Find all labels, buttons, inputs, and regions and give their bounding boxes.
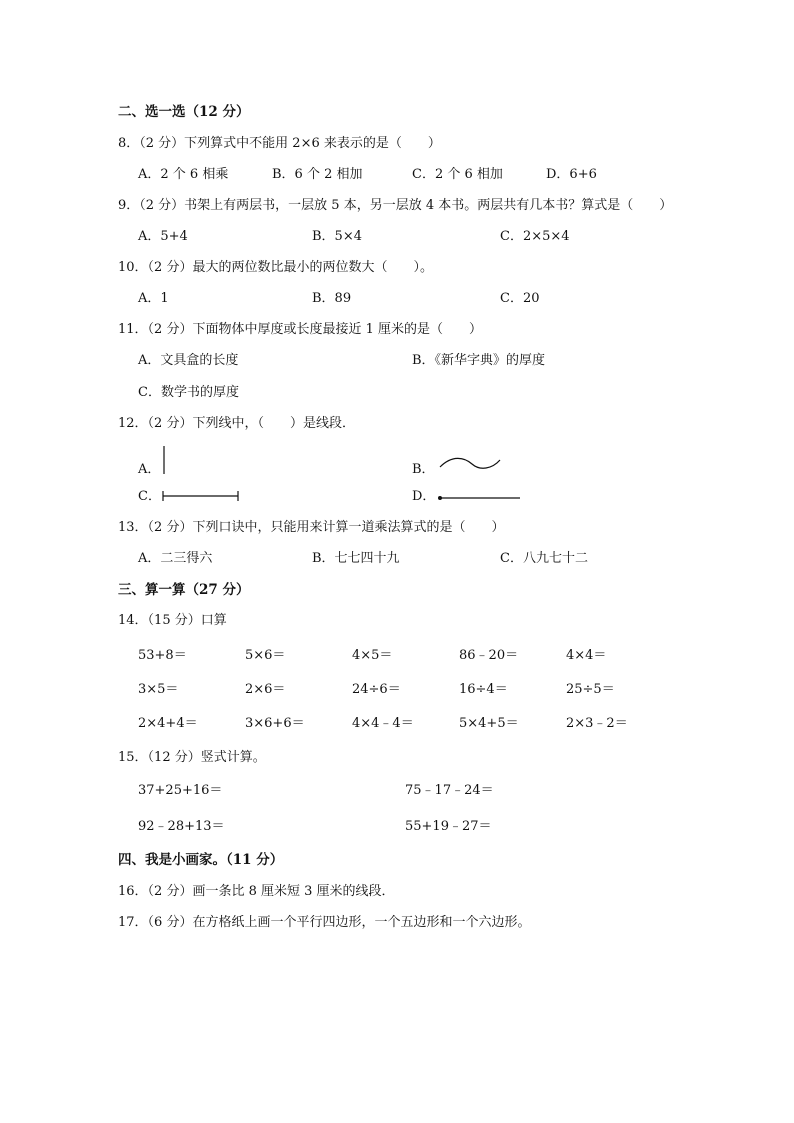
q12-curve-figure [438,455,504,475]
oral-calc-item: 2×3﹣2＝ [566,716,628,731]
q15-stem: 15．（12 分）竖式计算。 [118,750,266,765]
q9-stem: 9．（2 分）书架上有两层书，一层放 5 本，另一层放 4 本书。两层共有几本书？算式是（ ） [118,198,673,213]
q17-stem: 17．（6 分）在方格纸上画一个平行四边形，一个五边形和一个六边形。 [118,915,531,930]
q11-option-c: C．数学书的厚度 [138,385,239,400]
oral-calc-item: 3×5＝ [138,682,179,697]
q13-option-c: C．八九七十二 [500,551,588,566]
q10-option-c: C．20 [500,291,540,306]
q8-stem: 8．（2 分）下列算式中不能用 2×6 来表示的是（ ） [118,136,441,151]
section-3-title: 三、算一算（27 分） [118,582,250,598]
q8-option-d: D．6+6 [546,167,597,182]
oral-calc-item: 16÷4＝ [459,682,508,697]
vertical-calc-item: 75﹣17﹣24＝ [405,783,494,798]
oral-calc-item: 5×6＝ [245,648,286,663]
oral-calc-item: 2×4+4＝ [138,716,198,731]
q10-option-a: A．1 [138,291,169,306]
q9-option-c: C．2×5×4 [500,229,570,244]
q8-option-b: B．6 个 2 相加 [272,167,363,182]
q16-stem: 16．（2 分）画一条比 8 厘米短 3 厘米的线段． [118,884,395,899]
oral-calc-item: 4×4﹣4＝ [352,716,414,731]
vertical-calc-item: 37+25+16＝ [138,783,223,798]
q12-option-a: A． [138,462,161,477]
q9-option-b: B．5×4 [312,229,362,244]
oral-calc-item: 5×4+5＝ [459,716,519,731]
vertical-calc-item: 92﹣28+13＝ [138,819,225,834]
q13-stem: 13．（2 分）下列口诀中，只能用来计算一道乘法算式的是（ ） [118,520,505,535]
q11-stem: 11．（2 分）下面物体中厚度或长度最接近 1 厘米的是（ ） [118,322,482,337]
q11-option-b: B．《新华字典》的厚度 [412,353,546,368]
oral-calc-item: 2×6＝ [245,682,286,697]
q10-option-b: B．89 [312,291,352,306]
q8-option-c: C．2 个 6 相加 [412,167,503,182]
q13-option-b: B．七七四十九 [312,551,400,566]
oral-calc-item: 53+8＝ [138,648,187,663]
oral-calc-item: 4×4＝ [566,648,607,663]
q12-stem: 12．（2 分）下列线中，（ ）是线段． [118,416,355,431]
q12-segment-figure [160,488,242,504]
q14-stem: 14．（15 分）口算 [118,613,227,628]
q12-option-c: C． [138,489,161,504]
oral-calc-item: 86﹣20＝ [459,648,519,663]
q12-option-b: B． [412,462,435,477]
vertical-calc-item: 55+19﹣27＝ [405,819,492,834]
q10-stem: 10．（2 分）最大的两位数比最小的两位数大（ ）。 [118,260,433,275]
q13-option-a: A．二三得六 [138,551,213,566]
q9-option-a: A．5+4 [138,229,188,244]
q11-option-a: A．文具盒的长度 [138,353,239,368]
oral-calc-item: 24÷6＝ [352,682,401,697]
q12-ray-figure [436,492,522,504]
section-2-title: 二、选一选（12 分） [118,104,250,120]
oral-calc-item: 3×6+6＝ [245,716,305,731]
q8-option-a: A．2 个 6 相乘 [138,167,229,182]
oral-calc-item: 4×5＝ [352,648,393,663]
q12-vertical-line-figure [160,446,170,476]
oral-calc-item: 25÷5＝ [566,682,615,697]
q12-option-d: D． [412,489,436,504]
section-4-title: 四、我是小画家。（11 分） [118,852,284,868]
